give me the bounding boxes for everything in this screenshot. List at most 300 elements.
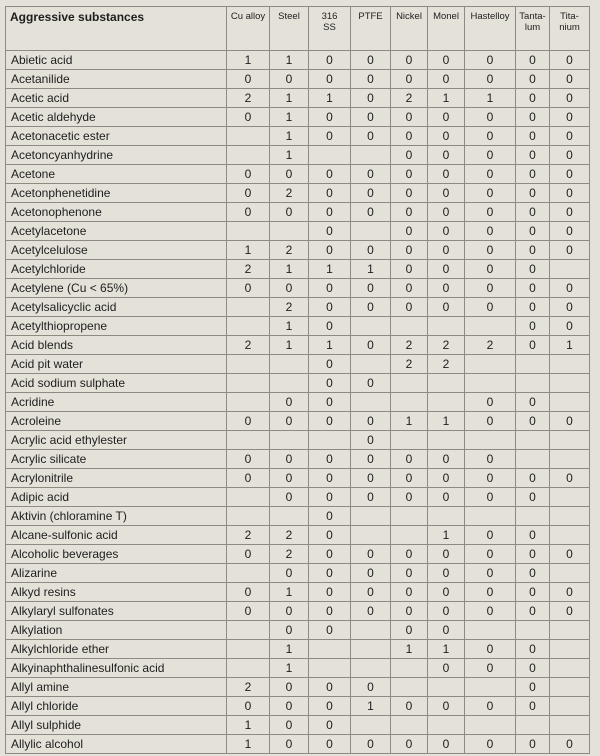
rating-cell: 0	[270, 165, 309, 184]
rating-cell: 0	[351, 51, 391, 70]
substance-name: Acetonacetic ester	[6, 127, 227, 146]
rating-cell: 0	[351, 412, 391, 431]
table-row	[6, 298, 590, 317]
rating-cell: 0	[465, 602, 516, 621]
table-row	[6, 450, 590, 469]
rating-cell: 0	[309, 165, 351, 184]
substance-name: Acetic aldehyde	[6, 108, 227, 127]
rating-cell: 0	[550, 241, 590, 260]
rating-cell	[391, 678, 428, 697]
rating-cell: 0	[227, 583, 270, 602]
rating-cell: 0	[516, 602, 550, 621]
rating-cell: 0	[550, 545, 590, 564]
rating-cell: 1	[227, 735, 270, 754]
rating-cell	[550, 621, 590, 640]
rating-cell: 0	[391, 697, 428, 716]
rating-cell: 0	[309, 51, 351, 70]
table-row	[6, 184, 590, 203]
rating-cell	[428, 393, 465, 412]
rating-cell: 0	[391, 279, 428, 298]
table-row	[6, 621, 590, 640]
rating-cell: 0	[391, 127, 428, 146]
rating-cell	[465, 374, 516, 393]
rating-cell: 0	[516, 184, 550, 203]
substance-name: Aktivin (chloramine T)	[6, 507, 227, 526]
rating-cell: 2	[428, 355, 465, 374]
rating-cell	[550, 507, 590, 526]
rating-cell	[428, 317, 465, 336]
rating-cell: 0	[309, 222, 351, 241]
substance-name: Adipic acid	[6, 488, 227, 507]
substance-name: Acroleine	[6, 412, 227, 431]
rating-cell: 2	[270, 545, 309, 564]
rating-cell: 0	[516, 108, 550, 127]
rating-cell: 0	[516, 640, 550, 659]
rating-cell: 0	[391, 298, 428, 317]
table-row	[6, 127, 590, 146]
rating-cell	[465, 317, 516, 336]
rating-cell	[351, 393, 391, 412]
rating-cell: 0	[270, 450, 309, 469]
rating-cell: 0	[309, 412, 351, 431]
rating-cell: 0	[465, 127, 516, 146]
rating-cell: 2	[270, 241, 309, 260]
rating-cell: 1	[391, 640, 428, 659]
rating-cell: 1	[227, 51, 270, 70]
rating-cell: 0	[227, 697, 270, 716]
header-row	[6, 7, 590, 51]
rating-cell: 1	[270, 317, 309, 336]
substance-name: Acetoncyanhydrine	[6, 146, 227, 165]
rating-cell: 0	[516, 203, 550, 222]
rating-cell	[516, 716, 550, 735]
table-row	[6, 678, 590, 697]
rating-cell	[428, 374, 465, 393]
rating-cell: 0	[465, 564, 516, 583]
rating-cell: 0	[309, 298, 351, 317]
rating-cell: 0	[309, 450, 351, 469]
rating-cell: 0	[550, 279, 590, 298]
rating-cell: 0	[465, 184, 516, 203]
rating-cell: 1	[227, 241, 270, 260]
rating-cell	[227, 507, 270, 526]
table-row	[6, 355, 590, 374]
rating-cell	[351, 621, 391, 640]
rating-cell: 0	[516, 298, 550, 317]
rating-cell: 0	[270, 564, 309, 583]
substance-name: Acid pit water	[6, 355, 227, 374]
rating-cell: 0	[516, 165, 550, 184]
rating-cell: 0	[465, 70, 516, 89]
substance-name: Acridine	[6, 393, 227, 412]
rating-cell: 0	[516, 279, 550, 298]
substance-name: Acid sodium sulphate	[6, 374, 227, 393]
rating-cell: 0	[351, 184, 391, 203]
rating-cell	[351, 659, 391, 678]
rating-cell: 0	[516, 241, 550, 260]
rating-cell: 0	[465, 222, 516, 241]
rating-cell: 0	[391, 545, 428, 564]
rating-cell	[391, 374, 428, 393]
rating-cell	[550, 355, 590, 374]
rating-cell	[227, 222, 270, 241]
rating-cell: 0	[428, 203, 465, 222]
rating-cell	[550, 640, 590, 659]
substance-name: Acetylacetone	[6, 222, 227, 241]
table-row	[6, 241, 590, 260]
rating-cell: 0	[309, 317, 351, 336]
rating-cell: 0	[391, 222, 428, 241]
table-row	[6, 583, 590, 602]
substance-name: Alkylaryl sulfonates	[6, 602, 227, 621]
rating-cell: 0	[516, 127, 550, 146]
rating-cell: 0	[428, 545, 465, 564]
rating-cell: 0	[391, 70, 428, 89]
rating-cell: 1	[270, 127, 309, 146]
rating-cell: 1	[309, 336, 351, 355]
rating-cell: 0	[391, 51, 428, 70]
rating-cell: 0	[516, 146, 550, 165]
rating-cell: 0	[309, 526, 351, 545]
rating-cell: 0	[516, 222, 550, 241]
substance-name: Acetylene (Cu < 65%)	[6, 279, 227, 298]
rating-cell	[550, 526, 590, 545]
rating-cell: 0	[309, 108, 351, 127]
rating-cell: 0	[516, 583, 550, 602]
rating-cell: 0	[309, 564, 351, 583]
rating-cell: 0	[465, 51, 516, 70]
rating-cell: 0	[550, 184, 590, 203]
substance-name: Alcoholic beverages	[6, 545, 227, 564]
rating-cell: 0	[270, 716, 309, 735]
rating-cell: 0	[227, 279, 270, 298]
rating-cell	[227, 146, 270, 165]
rating-cell: 0	[428, 697, 465, 716]
substance-name: Allyl amine	[6, 678, 227, 697]
rating-cell: 0	[351, 564, 391, 583]
rating-cell: 0	[465, 450, 516, 469]
rating-cell: 0	[309, 469, 351, 488]
table-row	[6, 260, 590, 279]
rating-cell: 0	[351, 374, 391, 393]
substance-name: Acetylcelulose	[6, 241, 227, 260]
rating-cell: 0	[270, 621, 309, 640]
rating-cell: 0	[391, 184, 428, 203]
rating-cell: 0	[550, 89, 590, 108]
rating-cell	[550, 716, 590, 735]
rating-cell: 0	[351, 89, 391, 108]
table-row	[6, 697, 590, 716]
rating-cell: 0	[309, 279, 351, 298]
rating-cell: 0	[309, 621, 351, 640]
rating-cell: 0	[309, 355, 351, 374]
rating-cell	[351, 222, 391, 241]
rating-cell: 1	[309, 260, 351, 279]
table-row	[6, 640, 590, 659]
rating-cell: 1	[391, 412, 428, 431]
rating-cell	[428, 431, 465, 450]
rating-cell: 1	[428, 640, 465, 659]
rating-cell: 1	[309, 89, 351, 108]
rating-cell: 0	[428, 127, 465, 146]
rating-cell: 0	[351, 735, 391, 754]
rating-cell: 0	[227, 165, 270, 184]
rating-cell: 0	[227, 203, 270, 222]
rating-cell: 2	[227, 526, 270, 545]
table-row	[6, 222, 590, 241]
rating-cell: 0	[465, 241, 516, 260]
rating-cell: 2	[391, 89, 428, 108]
rating-cell: 2	[270, 526, 309, 545]
rating-cell: 0	[309, 507, 351, 526]
rating-cell	[428, 716, 465, 735]
rating-cell: 0	[516, 564, 550, 583]
table-row	[6, 716, 590, 735]
rating-cell: 0	[391, 165, 428, 184]
rating-cell: 0	[351, 545, 391, 564]
header-steel: Steel	[270, 7, 309, 51]
rating-cell	[550, 488, 590, 507]
rating-cell	[351, 526, 391, 545]
rating-cell: 0	[309, 127, 351, 146]
table-row	[6, 108, 590, 127]
rating-cell: 0	[227, 450, 270, 469]
rating-cell: 0	[428, 469, 465, 488]
rating-cell: 0	[227, 184, 270, 203]
rating-cell: 0	[227, 469, 270, 488]
rating-cell	[309, 146, 351, 165]
table-row	[6, 374, 590, 393]
rating-cell: 0	[309, 678, 351, 697]
rating-cell: 0	[270, 488, 309, 507]
rating-cell	[227, 659, 270, 678]
rating-cell: 1	[270, 659, 309, 678]
rating-cell: 0	[516, 469, 550, 488]
substance-name: Alkylchloride ether	[6, 640, 227, 659]
substance-name: Acrylic silicate	[6, 450, 227, 469]
rating-cell: 0	[309, 735, 351, 754]
rating-cell: 0	[516, 488, 550, 507]
rating-cell: 1	[270, 146, 309, 165]
rating-cell: 0	[516, 51, 550, 70]
header-nickel: Nickel	[391, 7, 428, 51]
rating-cell: 0	[428, 165, 465, 184]
table-row	[6, 317, 590, 336]
rating-cell: 0	[270, 279, 309, 298]
rating-cell	[351, 507, 391, 526]
substance-name: Abietic acid	[6, 51, 227, 70]
rating-cell: 0	[391, 450, 428, 469]
rating-cell: 0	[516, 393, 550, 412]
substance-name: Acid blends	[6, 336, 227, 355]
rating-cell: 0	[550, 70, 590, 89]
rating-cell: 0	[351, 127, 391, 146]
rating-cell: 0	[465, 260, 516, 279]
rating-cell: 0	[391, 488, 428, 507]
rating-cell	[351, 716, 391, 735]
table-row	[6, 51, 590, 70]
rating-cell	[227, 355, 270, 374]
substance-name: Acetanilide	[6, 70, 227, 89]
rating-cell: 0	[550, 165, 590, 184]
substance-name: Acetylsalicyclic acid	[6, 298, 227, 317]
rating-cell: 2	[227, 260, 270, 279]
rating-cell	[516, 431, 550, 450]
substance-name: Acetonophenone	[6, 203, 227, 222]
rating-cell: 0	[309, 241, 351, 260]
rating-cell: 0	[428, 108, 465, 127]
table-row	[6, 146, 590, 165]
rating-cell: 1	[270, 51, 309, 70]
rating-cell	[465, 716, 516, 735]
rating-cell: 0	[465, 108, 516, 127]
rating-cell: 1	[270, 640, 309, 659]
substance-name: Acetonphenetidine	[6, 184, 227, 203]
rating-cell: 0	[465, 545, 516, 564]
rating-cell: 0	[351, 469, 391, 488]
rating-cell: 0	[391, 241, 428, 260]
rating-cell: 0	[516, 70, 550, 89]
rating-cell: 0	[428, 298, 465, 317]
substance-name: Allyl sulphide	[6, 716, 227, 735]
rating-cell: 0	[309, 393, 351, 412]
rating-cell: 2	[465, 336, 516, 355]
rating-cell	[550, 260, 590, 279]
rating-cell: 0	[391, 583, 428, 602]
rating-cell	[227, 393, 270, 412]
table-row	[6, 393, 590, 412]
rating-cell: 1	[428, 89, 465, 108]
rating-cell: 0	[550, 298, 590, 317]
rating-cell: 0	[428, 621, 465, 640]
rating-cell: 2	[428, 336, 465, 355]
substance-name: Alkyinaphthalinesulfonic acid	[6, 659, 227, 678]
table-row	[6, 602, 590, 621]
rating-cell: 0	[428, 602, 465, 621]
rating-cell: 0	[516, 412, 550, 431]
rating-cell: 0	[516, 678, 550, 697]
substance-name: Acrylonitrile	[6, 469, 227, 488]
rating-cell: 0	[550, 583, 590, 602]
rating-cell: 0	[465, 279, 516, 298]
rating-cell: 0	[351, 431, 391, 450]
rating-cell	[227, 317, 270, 336]
rating-cell: 0	[550, 735, 590, 754]
rating-cell	[351, 317, 391, 336]
rating-cell	[227, 621, 270, 640]
table-row	[6, 431, 590, 450]
rating-cell	[227, 127, 270, 146]
rating-cell: 0	[270, 412, 309, 431]
rating-cell: 0	[227, 108, 270, 127]
table-row	[6, 89, 590, 108]
rating-cell	[550, 678, 590, 697]
rating-cell	[465, 621, 516, 640]
rating-cell	[391, 431, 428, 450]
rating-cell: 0	[428, 70, 465, 89]
rating-cell: 0	[465, 165, 516, 184]
header-ptfe: PTFE	[351, 7, 391, 51]
rating-cell: 0	[309, 70, 351, 89]
rating-cell: 0	[227, 412, 270, 431]
table-row	[6, 507, 590, 526]
rating-cell: 0	[428, 146, 465, 165]
rating-cell: 0	[351, 108, 391, 127]
rating-cell: 1	[270, 260, 309, 279]
rating-cell: 0	[516, 659, 550, 678]
rating-cell: 1	[227, 716, 270, 735]
rating-cell	[550, 697, 590, 716]
rating-cell: 0	[550, 146, 590, 165]
rating-cell: 0	[227, 70, 270, 89]
rating-cell: 0	[516, 545, 550, 564]
rating-cell	[516, 450, 550, 469]
header-tantalum: Tanta- lum	[516, 7, 550, 51]
rating-cell	[465, 355, 516, 374]
rating-cell	[270, 431, 309, 450]
header-substances: Aggressive substances	[6, 7, 227, 51]
rating-cell: 0	[516, 526, 550, 545]
rating-cell: 0	[465, 735, 516, 754]
rating-cell	[351, 355, 391, 374]
rating-cell: 1	[465, 89, 516, 108]
rating-cell	[391, 659, 428, 678]
rating-cell	[270, 222, 309, 241]
rating-cell: 0	[351, 241, 391, 260]
rating-cell: 0	[428, 279, 465, 298]
rating-cell	[391, 393, 428, 412]
substance-name: Alizarine	[6, 564, 227, 583]
rating-cell: 0	[391, 735, 428, 754]
rating-cell: 2	[391, 336, 428, 355]
rating-cell	[227, 374, 270, 393]
rating-cell: 0	[550, 317, 590, 336]
rating-cell: 0	[309, 583, 351, 602]
rating-cell: 0	[428, 450, 465, 469]
rating-cell: 0	[550, 222, 590, 241]
rating-cell	[391, 526, 428, 545]
rating-cell: 0	[465, 298, 516, 317]
rating-cell: 0	[227, 545, 270, 564]
rating-cell: 0	[270, 735, 309, 754]
rating-cell: 0	[351, 450, 391, 469]
rating-cell: 0	[351, 336, 391, 355]
rating-cell: 0	[550, 602, 590, 621]
rating-cell	[309, 640, 351, 659]
rating-cell: 0	[550, 203, 590, 222]
rating-cell: 1	[270, 108, 309, 127]
rating-cell: 0	[270, 602, 309, 621]
rating-cell: 0	[391, 564, 428, 583]
rating-cell: 0	[465, 640, 516, 659]
rating-cell: 1	[351, 697, 391, 716]
rating-cell: 0	[351, 678, 391, 697]
rating-cell: 2	[270, 184, 309, 203]
substance-name: Alkylation	[6, 621, 227, 640]
rating-cell: 0	[465, 488, 516, 507]
rating-cell: 0	[516, 697, 550, 716]
rating-cell	[227, 298, 270, 317]
header-cu-alloy: Cu alloy	[227, 7, 270, 51]
rating-cell	[227, 564, 270, 583]
substance-name: Allylic alcohol	[6, 735, 227, 754]
rating-cell: 0	[309, 374, 351, 393]
rating-cell: 1	[351, 260, 391, 279]
rating-cell: 0	[391, 108, 428, 127]
rating-cell	[391, 716, 428, 735]
rating-cell	[465, 507, 516, 526]
table-row	[6, 279, 590, 298]
